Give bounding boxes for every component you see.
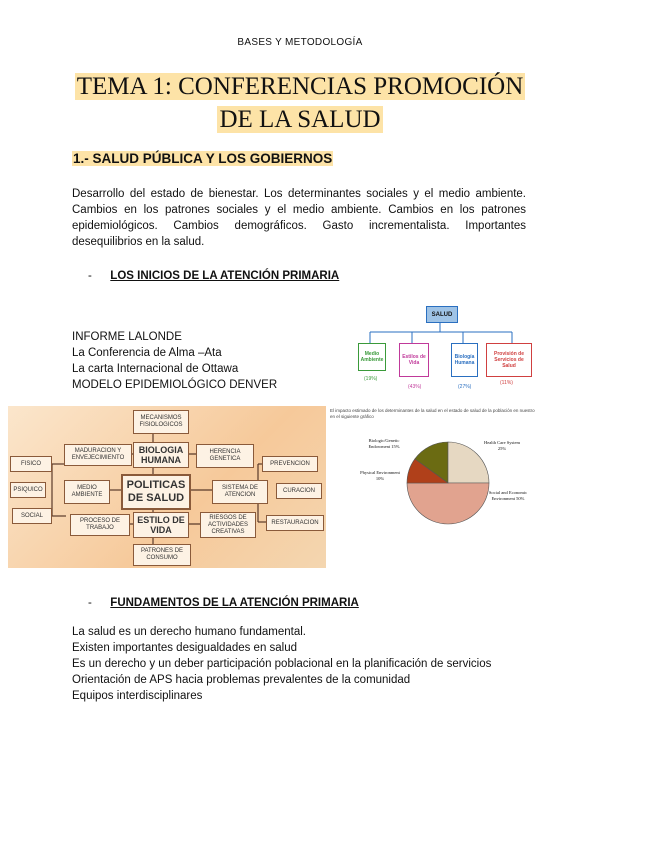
pie-label-bio: Biologic/Genetic Endowment 15% — [368, 438, 400, 449]
title-line-1: TEMA 1: CONFERENCIAS PROMOCIÓN — [76, 73, 524, 100]
node-restauracion: RESTAURACION — [266, 515, 324, 531]
list-item: Es un derecho y un deber participación poblacional en la planificación de servicios — [72, 658, 492, 670]
list-item: La Conferencia de Alma –Ata — [72, 347, 222, 359]
bullet-label: FUNDAMENTOS DE LA ATENCIÓN PRIMARIA — [110, 597, 359, 609]
node-medio: MEDIO AMBIENTE — [64, 480, 110, 504]
pie-svg — [330, 408, 535, 568]
bullet-dash: - — [88, 270, 92, 282]
salud-org-chart — [350, 302, 540, 392]
list-item: La salud es un derecho humano fundamental. — [72, 626, 306, 638]
node-proceso: PROCESO DE TRABAJO — [70, 514, 130, 536]
list-item: INFORME LALONDE — [72, 331, 182, 343]
node-social: SOCIAL — [12, 508, 52, 524]
org-pct: (27%) — [458, 384, 472, 390]
node-politicas: POLITICAS DE SALUD — [121, 474, 191, 510]
pie-label-social: Social and Economic Environment 50% — [488, 490, 528, 501]
org-child-estilos: Estilos de Vida — [399, 343, 429, 377]
node-prevencion: PREVENCION — [262, 456, 318, 472]
node-patrones: PATRONES DE CONSUMO — [133, 544, 191, 566]
bullet-dash: - — [88, 597, 92, 609]
fundamentos-list — [72, 624, 632, 704]
title-line-2: DE LA SALUD — [219, 106, 381, 133]
node-fisico: FISICO — [10, 456, 52, 472]
section-heading: 1.- SALUD PÚBLICA Y LOS GOBIERNOS — [73, 151, 333, 166]
inicios-list — [72, 329, 277, 393]
node-mecanismos: MECANISMOS FISIOLOGICOS — [133, 410, 189, 434]
pie-label-phys: Physical Environment 10% — [360, 470, 400, 481]
list-item: La carta Internacional de Ottawa — [72, 363, 239, 375]
node-herencia: HERENCIA GENETICA — [196, 444, 254, 468]
list-item: Orientación de APS hacia problemas prevalentes de la comunidad — [72, 674, 411, 686]
bullet-label: LOS INICIOS DE LA ATENCIÓN PRIMARIA — [110, 270, 340, 282]
org-pct: (19%) — [364, 376, 378, 382]
node-biologia: BIOLOGIA HUMANA — [133, 442, 189, 468]
node-riesgos: RIESGOS DE ACTIVIDADES CREATIVAS — [200, 512, 256, 538]
pie-caption: El impacto estimado de los determinantes de la salud en el estado de salud de la población en nuestro en el siguiente gráfico — [330, 408, 535, 419]
bullet-inicios — [88, 266, 339, 284]
section-paragraph: Desarrollo del estado de bienestar. Los determinantes sociales y el medio ambiente. Cambios en los patrones sociales y el medio ambiente. Cambios en los patrones epidemiológicos. Cambios demográficos. Gasto incrementalista. Importantes desequilibrios en la salud. — [72, 188, 526, 248]
page-title — [60, 70, 540, 136]
running-header: BASES Y METODOLOGÍA — [237, 37, 363, 48]
list-item: Equipos interdisciplinares — [72, 690, 203, 702]
org-root: SALUD — [426, 306, 458, 323]
org-child-biologia: Biología Humana — [451, 343, 478, 377]
list-item: Existen importantes desigualdades en salud — [72, 642, 298, 654]
determinants-pie-chart — [330, 408, 535, 568]
bullet-fundamentos — [88, 593, 359, 611]
node-maduracion: MADURACION Y ENVEJECIMIENTO — [64, 444, 132, 466]
pie-slice — [407, 483, 489, 524]
list-item: MODELO EPIDEMIOLÓGICO DENVER — [72, 379, 278, 391]
politicas-diagram — [8, 406, 326, 568]
org-child-provision: Provisión de Servicios de Salud — [486, 343, 532, 377]
node-curacion: CURACION — [276, 483, 322, 499]
pie-label-health: Health Care System 25% — [484, 440, 520, 451]
node-psiquico: PSIQUICO — [10, 482, 46, 498]
node-sistema: SISTEMA DE ATENCION — [212, 480, 268, 504]
org-pct: (43%) — [408, 384, 422, 390]
org-child-medio: Medio Ambiente — [358, 343, 386, 371]
node-estilo: ESTILO DE VIDA — [133, 512, 189, 538]
org-pct: (11%) — [500, 380, 513, 386]
